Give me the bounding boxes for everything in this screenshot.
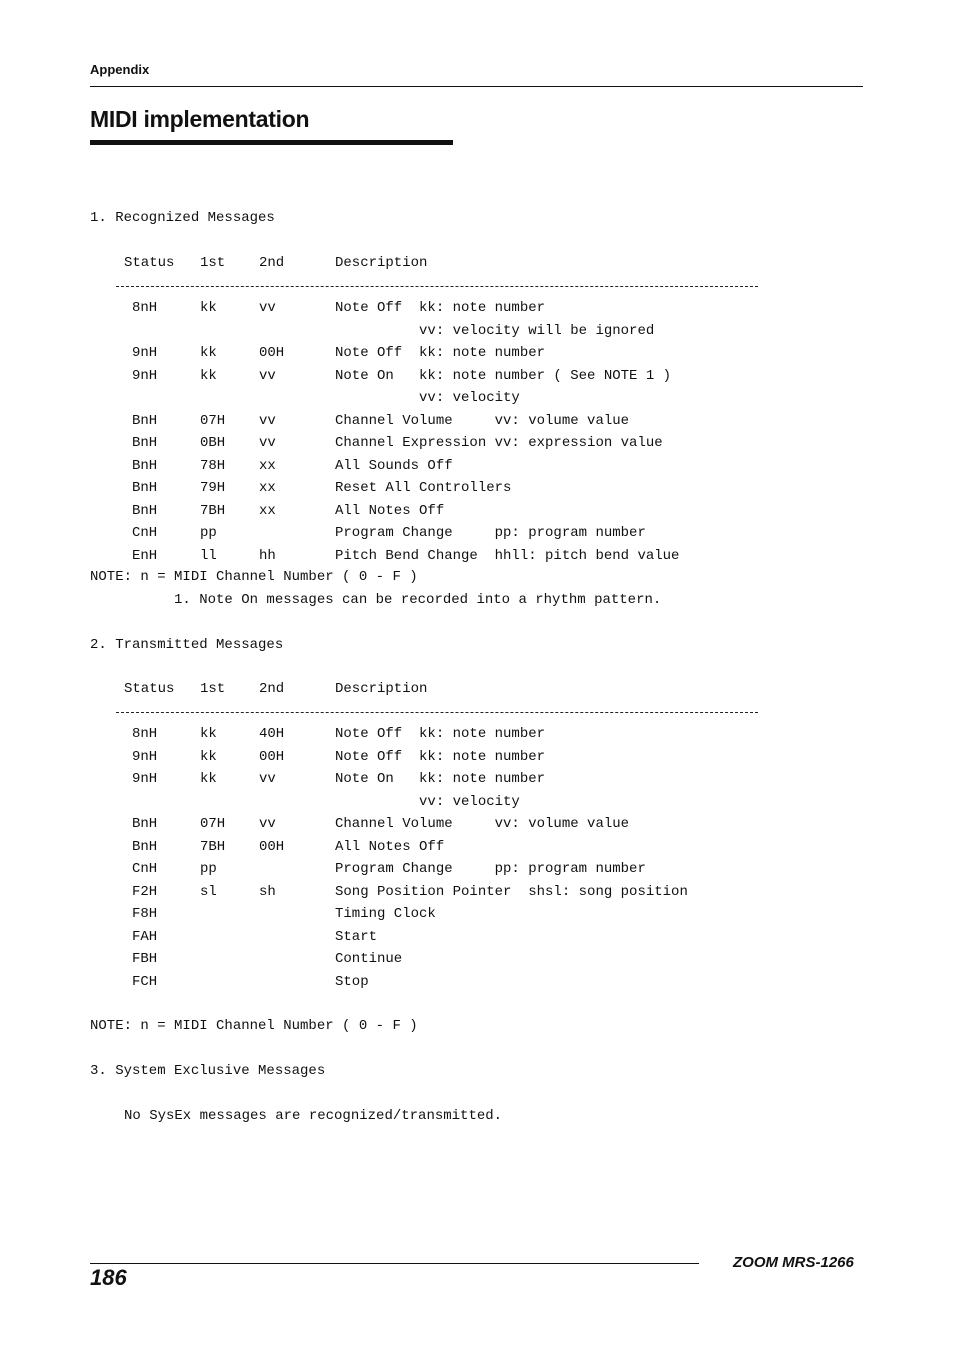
cell-description: Note Off kk: note number (335, 726, 546, 742)
cell-second: 40H (259, 726, 285, 742)
cell-second: vv (259, 771, 276, 787)
cell-second: vv (259, 300, 276, 316)
running-header: Appendix (90, 62, 150, 77)
cell-first: kk (200, 748, 217, 765)
cell-first: pp (200, 525, 217, 541)
cell-first: kk (200, 345, 217, 361)
cell-first: kk (200, 300, 217, 316)
cell-description: Stop (335, 973, 369, 990)
cell-status: 9nH (132, 748, 158, 765)
cell-status: BnH (132, 838, 158, 855)
cell-first: 07H (200, 412, 226, 429)
cell-status: 9nH (132, 345, 158, 361)
cell-description: All Sounds Off (335, 457, 453, 474)
page-title: MIDI implementation (90, 106, 310, 132)
cell-second: sh (259, 883, 276, 900)
cell-status: BnH (132, 435, 158, 451)
cell-description: Continue (335, 951, 403, 967)
cell-second: 00H (259, 345, 285, 361)
cell-second: vv (259, 412, 276, 429)
col-status-header: Status (124, 681, 175, 697)
cell-first: 07H (200, 816, 226, 832)
cell-status: FBH (132, 951, 158, 967)
section-heading-transmitted: 2. Transmitted Messages (90, 637, 284, 653)
cell-first: 0BH (200, 435, 226, 451)
cell-description: Note Off kk: note number (335, 300, 546, 316)
cell-description: Start (335, 928, 378, 945)
col-description-header: Description (335, 255, 428, 271)
section-heading-recognized: 1. Recognized Messages (90, 210, 275, 226)
cell-status: EnH (132, 547, 158, 564)
cell-status: FCH (132, 973, 158, 990)
cell-description: Channel Volume vv: volume value (335, 412, 630, 429)
cell-status: BnH (132, 480, 158, 496)
table-divider (116, 286, 758, 287)
cell-first: pp (200, 861, 217, 877)
col-description-header: Description (335, 681, 428, 697)
cell-status: BnH (132, 412, 158, 429)
cell-status: BnH (132, 457, 158, 474)
product-name: ZOOM MRS-1266 (733, 1254, 854, 1271)
cell-description: Program Change pp: program number (335, 525, 646, 541)
cell-status: BnH (132, 816, 158, 832)
cell-description: Note On kk: note number ( See NOTE 1 ) (335, 367, 672, 384)
table-divider (116, 712, 758, 713)
cell-status: BnH (132, 502, 158, 519)
cell-second: xx (259, 480, 276, 496)
cell-first: kk (200, 726, 217, 742)
cell-status: CnH (132, 525, 158, 541)
cell-first: kk (200, 367, 217, 384)
cell-status: 9nH (132, 367, 158, 384)
cell-description: Reset All Controllers (335, 480, 512, 496)
cell-description: Note Off kk: note number (335, 748, 546, 765)
cell-description: Note On kk: note number (335, 771, 546, 787)
section-heading-sysex: 3. System Exclusive Messages (90, 1063, 326, 1079)
cell-first: 7BH (200, 838, 226, 855)
transmitted-note: NOTE: n = MIDI Channel Number ( 0 - F ) (90, 1018, 418, 1034)
cell-description: All Notes Off (335, 838, 445, 855)
cell-status: 8nH (132, 726, 158, 742)
cell-status: 8nH (132, 300, 158, 316)
cell-description: vv: velocity will be ignored (335, 322, 655, 339)
cell-description: Pitch Bend Change hhll: pitch bend value (335, 547, 680, 564)
cell-status: F2H (132, 883, 158, 900)
recognized-note: NOTE: n = MIDI Channel Number ( 0 - F ) (90, 569, 418, 585)
cell-first: 79H (200, 480, 226, 496)
cell-description: All Notes Off (335, 502, 445, 519)
cell-description: vv: velocity (335, 793, 520, 810)
cell-description: vv: velocity (335, 390, 520, 406)
cell-second: xx (259, 502, 276, 519)
cell-description: Timing Clock (335, 906, 436, 922)
cell-first: sl (200, 883, 217, 900)
col-second-header: 2nd (259, 681, 285, 697)
cell-description: Song Position Pointer shsl: song position (335, 883, 688, 900)
col-first-header: 1st (200, 681, 226, 697)
cell-first: 7BH (200, 502, 226, 519)
cell-second: xx (259, 457, 276, 474)
cell-status: F8H (132, 906, 158, 922)
cell-second: hh (259, 547, 276, 564)
cell-description: Note Off kk: note number (335, 345, 546, 361)
cell-second: 00H (259, 748, 285, 765)
cell-second: vv (259, 435, 276, 451)
cell-second: vv (259, 367, 276, 384)
cell-second: 00H (259, 838, 285, 855)
cell-first: 78H (200, 457, 226, 474)
cell-description: Channel Expression vv: expression value (335, 435, 663, 451)
cell-status: CnH (132, 861, 158, 877)
cell-second: vv (259, 816, 276, 832)
col-status-header: Status (124, 255, 175, 271)
header-rule (90, 86, 863, 87)
cell-description: Channel Volume vv: volume value (335, 816, 630, 832)
col-second-header: 2nd (259, 255, 285, 271)
cell-first: kk (200, 771, 217, 787)
title-underline-bar (90, 140, 453, 145)
cell-first: ll (200, 547, 217, 564)
col-first-header: 1st (200, 255, 226, 271)
cell-status: FAH (132, 928, 158, 945)
footer-rule (90, 1263, 699, 1264)
recognized-note-item: 1. Note On messages can be recorded into a rhythm pattern. (174, 592, 662, 608)
sysex-text: No SysEx messages are recognized/transmitted. (124, 1108, 503, 1124)
cell-description: Program Change pp: program number (335, 861, 646, 877)
page-number: 186 (90, 1265, 127, 1290)
cell-status: 9nH (132, 771, 158, 787)
